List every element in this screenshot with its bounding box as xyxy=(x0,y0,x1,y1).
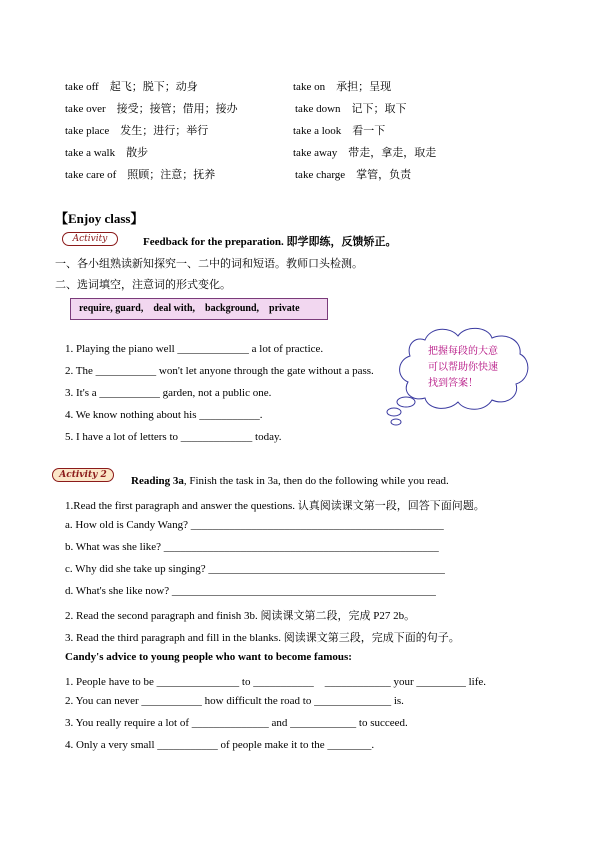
word-box: require, guard, deal with, background, private xyxy=(70,298,328,320)
phrase-right: take away 带走，拿走，取走 xyxy=(293,147,437,159)
advice-sentence: 4. Only a very small ___________ of people make it to the ________. xyxy=(65,739,375,751)
activity-title: Feedback for the preparation. 即学即练，反馈矫正。 xyxy=(143,236,397,248)
phrase-left: take off 起飞；脱下；动身 xyxy=(65,81,198,93)
cloud-line: 可以帮助你快速 xyxy=(428,362,498,373)
phrase-left: take a walk 散步 xyxy=(65,147,149,159)
advice-sentence: 2. You can never ___________ how difficult the road to ______________ is. xyxy=(65,695,404,707)
phrase-left: take care of 照顾；注意；抚养 xyxy=(65,169,216,181)
question: b. What was she like? __________________________________________________ xyxy=(65,541,439,553)
question: a. How old is Candy Wang? ______________________________________________ xyxy=(65,519,444,531)
question: c. Why did she take up singing? ___________________________________________ xyxy=(65,563,445,575)
exercise-sentence: 1. Playing the piano well _____________ a lot of practice. xyxy=(65,343,324,355)
task-instruction: 二、选词填空，注意词的形式变化。 xyxy=(55,279,231,291)
reading-step: 2. Read the second paragraph and finish 3b. 阅读课文第二段，完成 P27 2b。 xyxy=(65,610,416,622)
question: d. What's she like now? ________________________________________________ xyxy=(65,585,436,597)
activity-badge: Activity 2 xyxy=(52,468,114,482)
phrase-right: take charge 掌管，负责 xyxy=(295,169,412,181)
phrase-left: take over 接受；接管；借用；接办 xyxy=(65,103,238,115)
activity-badge: Activity xyxy=(62,232,118,246)
reading-step: 3. Read the third paragraph and fill in the blanks. 阅读课文第三段，完成下面的句子。 xyxy=(65,632,460,644)
advice-heading: Candy's advice to young people who want to become famous: xyxy=(65,651,352,663)
reading-step: 1.Read the first paragraph and answer the questions. 认真阅读课文第一段，回答下面问题。 xyxy=(65,500,485,512)
exercise-sentence: 3. It's a ___________ garden, not a public one. xyxy=(65,387,272,399)
exercise-sentence: 5. I have a lot of letters to _____________ today. xyxy=(65,431,282,443)
phrase-right: take a look 看一下 xyxy=(293,125,386,137)
phrase-right: take on 承担；呈现 xyxy=(293,81,392,93)
exercise-sentence: 2. The ___________ won't let anyone through the gate without a pass. xyxy=(65,365,374,377)
phrase-right: take down 记下；取下 xyxy=(295,103,407,115)
section-heading: 【Enjoy class】 xyxy=(55,211,144,226)
phrase-left: take place 发生；进行；举行 xyxy=(65,125,209,137)
cloud-line: 把握每段的大意 xyxy=(428,346,498,357)
activity-title-bold: Reading 3a xyxy=(131,475,184,487)
cloud-line: 找到答案！ xyxy=(428,378,478,389)
cloud-text xyxy=(428,344,498,392)
activity-title-rest: , Finish the task in 3a, then do the following while you read. xyxy=(183,475,449,487)
exercise-sentence: 4. We know nothing about his ___________. xyxy=(65,409,263,421)
advice-sentence: 1. People have to be _______________ to ___________ ____________ your _________ life. xyxy=(65,676,487,688)
activity-title xyxy=(131,475,449,487)
task-instruction: 一、各小组熟读新知探究一、二中的词和短语。教师口头检测。 xyxy=(55,258,363,270)
advice-sentence: 3. You really require a lot of ______________ and ____________ to succeed. xyxy=(65,717,408,729)
